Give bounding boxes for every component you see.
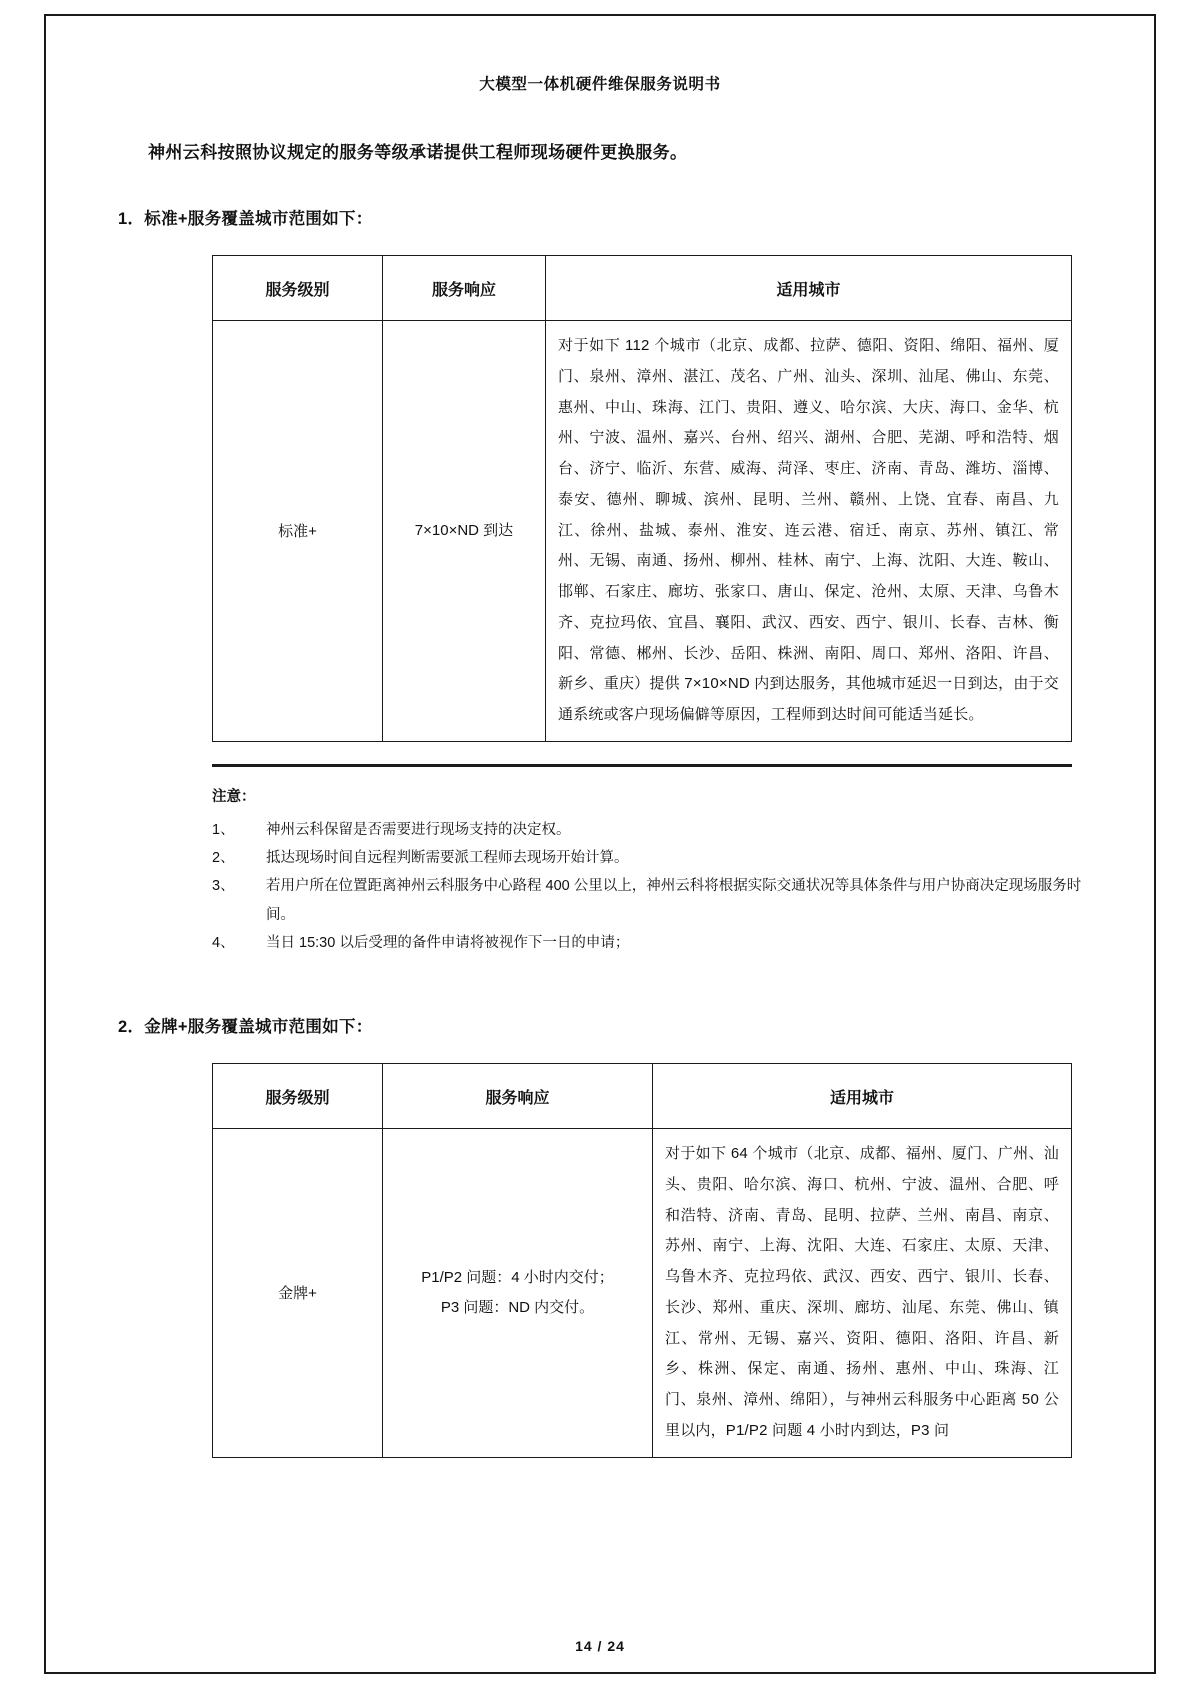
notice-list xyxy=(212,816,1092,957)
list-item xyxy=(212,816,1092,844)
header-service-level: 服务级别 xyxy=(213,256,383,321)
list-item-number: 2、 xyxy=(212,850,235,867)
page-content xyxy=(44,14,1156,1674)
cell-service-level: 金牌+ xyxy=(213,1129,383,1458)
response-line-2: P3 问题：ND 内交付。 xyxy=(440,1298,595,1316)
list-item xyxy=(212,872,1092,929)
table-row xyxy=(213,321,1072,742)
list-item-number: 4、 xyxy=(212,934,235,951)
footer-page-current: 14 xyxy=(575,1638,593,1654)
cell-applicable-cities: 对于如下 112 个城市（北京、成都、拉萨、德阳、资阳、绵阳、福州、厦门、泉州、漳州、湛江、茂名、广州、汕头、深圳、汕尾、佛山、东莞、惠州、中山、珠海、江门、贵阳、遵义、哈尔滨、大庆、海口、金华、杭州、宁波、温州、嘉兴、台州、绍兴、湖州、合肥、芜湖、呼和浩特、烟台、济宁、临沂、东营、威海、菏泽、枣庄、济南、青岛、潍坊、淄博、泰安、德州、聊城、滨州、昆明、兰州、赣州、上饶、宜春、南昌、九江、徐州、盐城、泰州、淮安、连云港、宿迁、南京、苏州、镇江、常州、无锡、南通、扬州、柳州、桂林、南宁、上海、沈阳、大连、鞍山、邯郸、石家庄、廊坊、张家口、唐山、保定、沧州、太原、天津、乌鲁木齐、克拉玛依、宜昌、襄阳、武汉、西安、西宁、银川、长春、吉林、衡阳、常德、郴州、长沙、岳阳、株洲、南阳、周口、郑州、洛阳、许昌、新乡、重庆）提供 7×10×ND 内到达服务，其他城市延迟一日到达，由于交通系统或客户现场偏僻等原因，工程师到达时间可能适当延长。 xyxy=(546,321,1072,742)
response-line-1: P1/P2 问题：4 小时内交付； xyxy=(421,1268,614,1286)
cell-service-response xyxy=(383,1129,653,1458)
header-applicable-cities: 适用城市 xyxy=(546,256,1072,321)
list-item-text: 抵达现场时间自远程判断需要派工程师去现场开始计算。 xyxy=(266,850,629,867)
section2-title: 2．金牌+服务覆盖城市范围如下： xyxy=(118,1018,373,1037)
document-header-title: 大模型一体机硬件维保服务说明书 xyxy=(479,76,721,93)
table-row xyxy=(213,1129,1072,1458)
list-item xyxy=(212,929,1092,957)
cell-applicable-cities: 对于如下 64 个城市（北京、成都、福州、厦门、广州、汕头、贵阳、哈尔滨、海口、杭州、宁波、温州、合肥、呼和浩特、济南、青岛、昆明、拉萨、兰州、南昌、南京、苏州、南宁、上海、沈阳、大连、石家庄、太原、天津、乌鲁木齐、克拉玛依、武汉、西安、西宁、银川、长春、长沙、郑州、重庆、深圳、廊坊、汕尾、东莞、佛山、镇江、常州、无锡、嘉兴、资阳、德阳、洛阳、许昌、新乡、株洲、保定、南通、扬州、惠州、中山、珠海、江门、泉州、漳州、绵阳），与神州云科服务中心距离 50 公里以内，P1/P2 问题 4 小时内到达，P3 问 xyxy=(653,1129,1072,1458)
cell-service-response: 7×10×ND 到达 xyxy=(383,321,546,742)
list-item xyxy=(212,844,1092,872)
header-service-response: 服务响应 xyxy=(383,256,546,321)
intro-paragraph: 神州云科按照协议规定的服务等级承诺提供工程师现场硬件更换服务。 xyxy=(148,143,688,162)
header-applicable-cities: 适用城市 xyxy=(653,1064,1072,1129)
list-item-number: 1、 xyxy=(212,821,235,838)
gold-plus-service-table xyxy=(212,1063,1072,1458)
table-header-row xyxy=(213,256,1072,321)
header-service-response: 服务响应 xyxy=(383,1064,653,1129)
list-item-text: 神州云科保留是否需要进行现场支持的决定权。 xyxy=(266,821,571,838)
notice-title: 注意： xyxy=(212,788,256,805)
section1-title: 1．标准+服务覆盖城市范围如下： xyxy=(118,210,373,228)
section-divider xyxy=(212,764,1072,767)
header-service-level: 服务级别 xyxy=(213,1064,383,1129)
footer-page-total: 24 xyxy=(607,1638,625,1654)
page-footer xyxy=(0,1638,1200,1654)
table-header-row xyxy=(213,1064,1072,1129)
list-item-text: 当日 15:30 以后受理的备件申请将被视作下一日的申请； xyxy=(266,934,630,951)
footer-page-separator: / xyxy=(597,1638,603,1654)
cell-service-level: 标准+ xyxy=(213,321,383,742)
list-item-text: 若用户所在位置距离神州云科服务中心路程 400 公里以上，神州云科将根据实际交通状况等具体条件与用户协商决定现场服务时间。 xyxy=(266,878,1082,923)
list-item-number: 3、 xyxy=(212,878,235,895)
standard-plus-service-table xyxy=(212,255,1072,742)
